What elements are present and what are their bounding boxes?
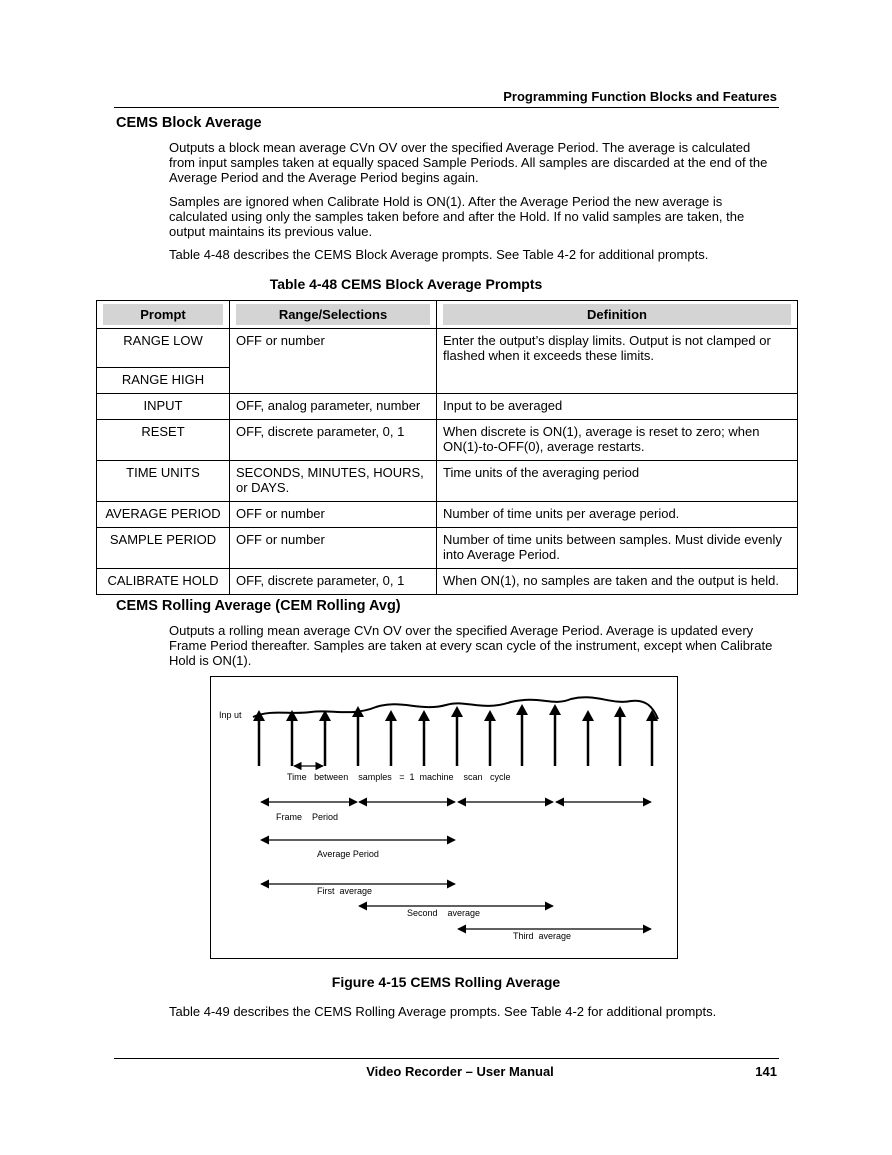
cell-range: SECONDS, MINUTES, HOURS, or DAYS. [230,460,437,501]
cell-definition: When discrete is ON(1), average is reset to zero; when ON(1)-to-OFF(0), average restarts. [437,419,798,460]
paragraph-block-average-3: Table 4-48 describes the CEMS Block Average prompts. See Table 4-2 for additional prompts. [169,247,709,262]
cell-range: OFF, discrete parameter, 0, 1 [230,568,437,594]
cell-definition [437,367,798,393]
table-row [97,393,798,419]
rolling-average-figure [210,676,678,959]
label-frame-period: Frame Period [276,812,339,822]
label-average-period: Average Period [317,849,379,859]
label-first-average: First average [317,886,373,896]
sample-arrows [253,704,658,766]
sample-interval-bracket [292,727,325,766]
cell-prompt: SAMPLE PERIOD [97,527,230,568]
table-row [97,460,798,501]
paragraph-after-figure: Table 4-49 describes the CEMS Rolling Average prompts. See Table 4-2 for additional prompts. [169,1004,717,1019]
figure-caption: Figure 4-15 CEMS Rolling Average [331,974,561,990]
cell-range: OFF or number [230,329,437,368]
column-header-range: Range/Selections [230,301,437,329]
table-row [97,367,798,393]
label-input: Inp ut [219,710,242,720]
cell-prompt: CALIBRATE HOLD [97,568,230,594]
cell-prompt: AVERAGE PERIOD [97,501,230,527]
table-caption: Table 4-48 CEMS Block Average Prompts [269,276,543,292]
running-header: Programming Function Blocks and Features [503,89,777,104]
cell-definition: When ON(1), no samples are taken and the output is held. [437,568,798,594]
paragraph-rolling-average-1: Outputs a rolling mean average CVn OV over the specified Average Period. Average is updated every Frame Period thereafter. Samples are taken at every scan cycle of the instrument, except when Calibrate Hold is ON(1). [169,623,773,668]
cell-range: OFF, discrete parameter, 0, 1 [230,419,437,460]
table-row [97,527,798,568]
cell-definition: Time units of the averaging period [437,460,798,501]
page-number: 141 [755,1064,777,1079]
column-header-prompt: Prompt [97,301,230,329]
prompts-table [96,300,798,595]
cell-definition: Number of time units between samples. Must divide evenly into Average Period. [437,527,798,568]
cell-prompt: INPUT [97,393,230,419]
section-heading-block-average: CEMS Block Average [116,115,262,131]
cell-range: OFF or number [230,501,437,527]
cell-definition: Enter the output’s display limits. Output is not clamped or flashed when it exceeds these limits. [437,329,798,368]
table-row [97,501,798,527]
section-heading-rolling-average: CEMS Rolling Average (CEM Rolling Avg) [116,598,401,614]
cell-prompt: RANGE LOW [97,329,230,368]
footer-rule [114,1058,779,1059]
table-header-row [97,301,798,329]
cell-range: OFF, analog parameter, number [230,393,437,419]
cell-prompt: RANGE HIGH [97,367,230,393]
table-row [97,568,798,594]
cell-range [230,367,437,393]
cell-prompt: TIME UNITS [97,460,230,501]
cell-definition: Input to be averaged [437,393,798,419]
table-row [97,419,798,460]
label-second-average: Second average [407,908,481,918]
label-third-average: Third average [513,931,572,941]
cell-range: OFF or number [230,527,437,568]
header-rule [114,107,779,108]
cell-prompt: RESET [97,419,230,460]
table-row [97,329,798,368]
label-time-between-samples: Time between samples = 1 machine scan cycle [287,772,511,782]
footer-title: Video Recorder – User Manual [366,1064,554,1079]
cell-definition: Number of time units per average period. [437,501,798,527]
paragraph-block-average-1: Outputs a block mean average CVn OV over the specified Average Period. The average is calculated from input samples taken at equally spaced Sample Periods. All samples are discarded at the end of the Average Period and the Average Period begins again. [169,140,768,185]
column-header-definition: Definition [437,301,798,329]
paragraph-block-average-2: Samples are ignored when Calibrate Hold is ON(1). After the Average Period the new average is calculated using only the samples taken before and after the Hold. If no valid samples are taken, the output maintains its previous value. [169,194,745,239]
